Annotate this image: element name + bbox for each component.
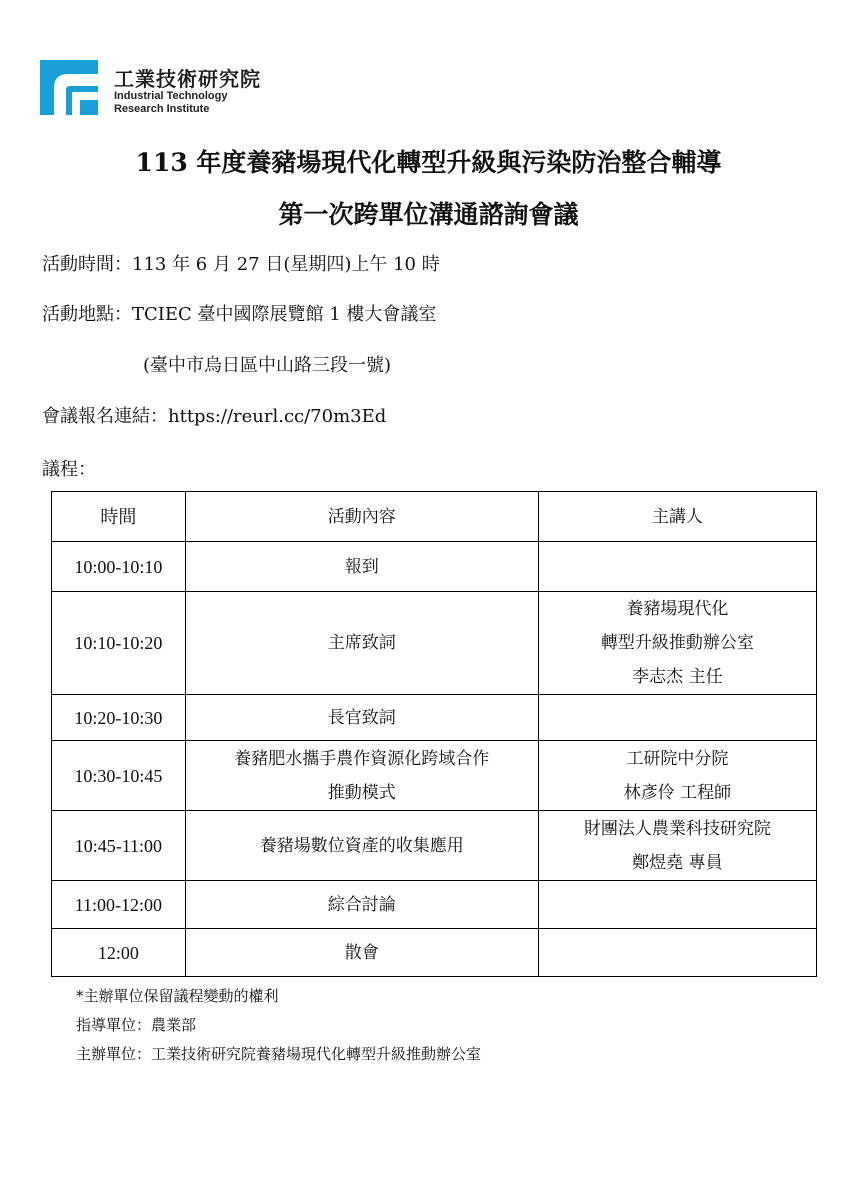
agenda-speaker — [538, 881, 816, 929]
agenda-speaker — [538, 811, 816, 881]
note-reserve-rights: *主辦單位保留議程變動的權利 — [76, 987, 279, 1005]
logo-name-en-line1: Industrial Technology — [114, 90, 228, 102]
agenda-speaker-line: 財團法人農業科技研究院 — [583, 818, 771, 839]
agenda-activity-line: 養豬肥水攜手農作資源化跨域合作 — [234, 748, 490, 769]
agenda-activity-line: 主席致詞 — [327, 633, 396, 653]
agenda-time: 10:45-11:00 — [52, 811, 186, 881]
agenda-label: 議程： — [42, 459, 96, 480]
agenda-header-row — [52, 492, 817, 542]
agenda-time: 10:20-10:30 — [52, 695, 186, 741]
agenda-row — [52, 741, 817, 811]
agenda-speaker-line: 轉型升級推動辦公室 — [600, 633, 754, 653]
agenda-row — [52, 695, 817, 741]
registration-link[interactable]: 會議報名連結：https://reurl.cc/70m3Ed — [42, 406, 387, 427]
agenda-row — [52, 881, 817, 929]
agenda-time: 12:00 — [52, 929, 186, 977]
agenda-time: 10:10-10:20 — [52, 592, 186, 695]
agenda-speaker-line: 李志杰 主任 — [632, 667, 723, 687]
agenda-activity-line: 長官致詞 — [327, 707, 396, 728]
header-activity: 活動內容 — [185, 492, 538, 542]
document-title-line2: 第一次跨單位溝通諮詢會議 — [278, 200, 579, 229]
event-time: 活動時間：113 年 6 月 27 日(星期四)上午 10 時 — [42, 254, 440, 275]
agenda-activity-line: 報到 — [344, 556, 379, 577]
agenda-activity-line: 綜合討論 — [327, 894, 396, 915]
agenda-activity — [185, 881, 538, 929]
itri-logo-icon — [40, 60, 98, 115]
agenda-activity — [185, 929, 538, 977]
agenda-time: 11:00-12:00 — [52, 881, 186, 929]
agenda-speaker-line: 養豬場現代化 — [626, 599, 729, 619]
agenda-speaker — [538, 741, 816, 811]
agenda-activity — [185, 542, 538, 592]
agenda-activity — [185, 741, 538, 811]
logo-name-cn: 工業技術研究院 — [114, 67, 261, 91]
logo-name-en-line2: Research Institute — [114, 103, 210, 115]
agenda-time: 10:00-10:10 — [52, 542, 186, 592]
agenda-speaker — [538, 695, 816, 741]
agenda-row — [52, 542, 817, 592]
note-guidance-unit: 指導單位：農業部 — [76, 1016, 197, 1034]
header-speaker: 主講人 — [538, 492, 816, 542]
agenda-row — [52, 811, 817, 881]
header-time: 時間 — [52, 492, 186, 542]
document-title-line1: 113 年度養豬場現代化轉型升級與污染防治整合輔導 — [135, 148, 722, 177]
itri-logo — [40, 60, 290, 120]
agenda-activity — [185, 811, 538, 881]
agenda-activity-line: 散會 — [344, 942, 379, 963]
agenda-speaker-line: 工研院中分院 — [626, 748, 729, 769]
agenda-speaker-line: 鄭煜堯 專員 — [632, 852, 723, 873]
agenda-time: 10:30-10:45 — [52, 741, 186, 811]
agenda-table — [51, 491, 817, 977]
agenda-activity — [185, 592, 538, 695]
event-address: (臺中市烏日區中山路三段一號) — [143, 355, 392, 376]
agenda-speaker — [538, 929, 816, 977]
agenda-activity-line: 養豬場數位資產的收集應用 — [259, 835, 464, 856]
agenda-speaker-line: 林彥伶 工程師 — [623, 782, 732, 803]
agenda-activity-line: 推動模式 — [327, 782, 396, 803]
agenda-speaker — [538, 592, 816, 695]
note-organizer-unit: 主辦單位：工業技術研究院養豬場現代化轉型升級推動辦公室 — [76, 1045, 482, 1063]
agenda-row — [52, 592, 817, 695]
agenda-row — [52, 929, 817, 977]
agenda-speaker — [538, 542, 816, 592]
event-location: 活動地點：TCIEC 臺中國際展覽館 1 樓大會議室 — [42, 304, 437, 325]
agenda-activity — [185, 695, 538, 741]
